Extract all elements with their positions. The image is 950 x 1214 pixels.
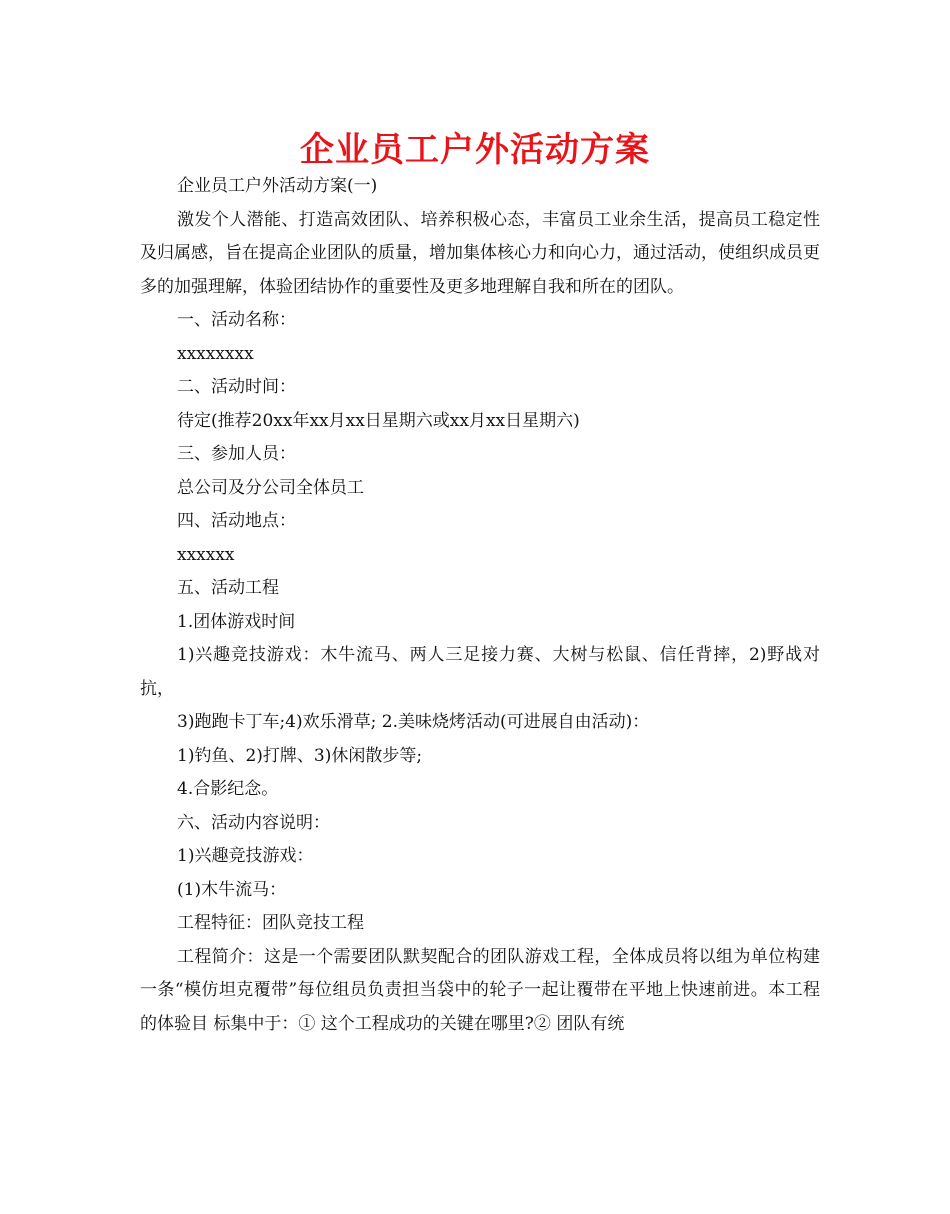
heading-content-description: 六、活动内容说明： [177,812,330,833]
heading-activity-name: 一、活动名称： [177,310,296,330]
item-games-list: 1)兴趣竞技游戏：木牛流马、两人三足接力赛、大树与松鼠、信任背摔，2)野战对抗， [140,645,820,699]
value-participants: 总公司及分公司全体员工 [177,477,364,498]
paragraph-project-feature: 工程特征：团队竞技工程 [177,913,364,933]
document-body [140,170,820,1041]
value-activity-time: 待定(推荐20xx年xx月xx日星期六或xx月xx日星期六) [177,410,580,431]
item-games-list-continued: 3)跑跑卡丁车;4)欢乐滑草; 2.美味烧烤活动(可进展自由活动)： [177,712,650,732]
item-free-activities: 1)钓鱼、2)打牌、3)休闲散步等; [177,745,423,766]
subheading-wooden-ox: (1)木牛流马： [177,879,287,900]
item-group-games: 1.团体游戏时间 [177,611,296,632]
value-location: xxxxxx [177,544,235,565]
paragraph-section-heading: 企业员工户外活动方案(一) [177,176,378,196]
heading-participants: 三、参加人员： [177,444,296,464]
subheading-competitive-games: 1)兴趣竞技游戏： [177,846,314,866]
heading-activity-items: 五、活动工程 [177,578,279,598]
item-group-photo: 4.合影纪念。 [177,779,279,799]
heading-activity-time: 二、活动时间： [177,377,296,397]
paragraph-intro: 激发个人潜能、打造高效团队、培养积极心态，丰富员工业余生活，提高员工稳定性及归属感，旨在提高企业团队的质量，增加集体核心力和向心力，通过活动，使组织成员更多的加强理解，体验团结协作的重要性及更多地理解自我和所在的团队。 [140,209,820,297]
heading-location: 四、活动地点： [177,511,296,531]
document-title: 企业员工户外活动方案 [300,130,650,170]
value-activity-name: xxxxxxxx [177,343,254,364]
paragraph-project-intro: 工程简介：这是一个需要团队默契配合的团队游戏工程，全体成员将以组为单位构建一条“模仿坦克覆带”每位组员负责担当袋中的轮子一起让覆带在平地上快速前进。本工程的体验目 标集中于：① 这个工程成功的关键在哪里?② 团队有统 [140,946,820,1034]
